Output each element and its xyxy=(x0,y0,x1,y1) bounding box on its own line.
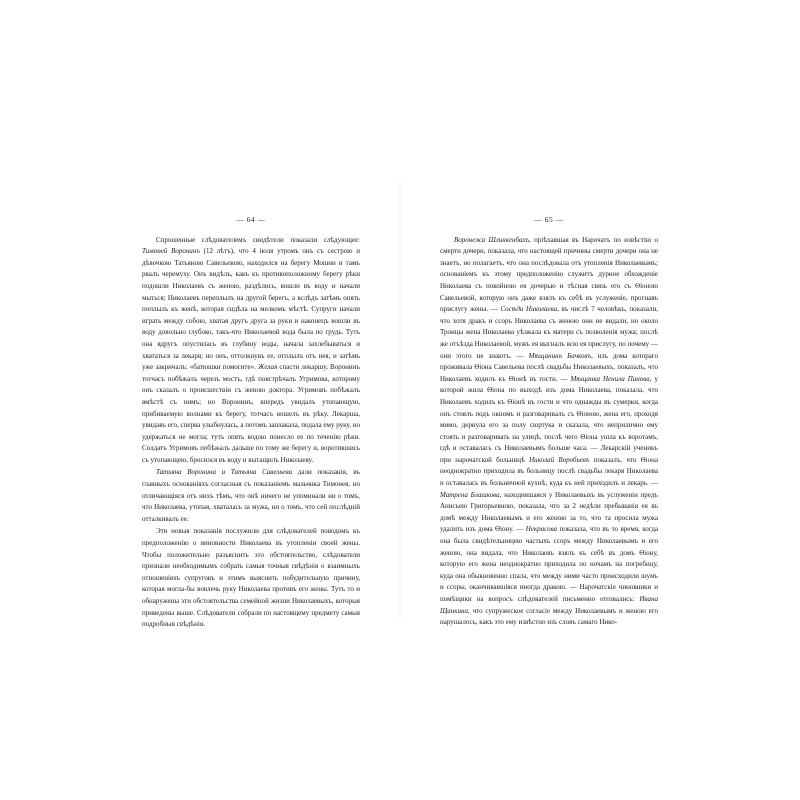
text-run: , въ числѣ 7 человѣкъ, показали, что хотя дракъ и ссоръ Николаева съ женою они не видали, но около Троицы жена Николаева уѣзжала къ матери съ позволенія мужа; послѣ же отъѣзда Николаевой, мужъ ея выгналъ всю ея прислугу, по почему — они этого не знаютъ. — xyxy=(440,305,658,360)
text-run: показалъ, что Ѳіона неоднократно приходила въ больницу послѣ свадьбы лекаря Николаева и оставалась въ больничной кухнѣ, куда къ ней приходилъ и лекарь. — xyxy=(440,455,658,488)
italic-name: Желая xyxy=(257,363,278,372)
page-body xyxy=(142,235,360,631)
page-number: — 65 — xyxy=(534,215,564,224)
italic-name: Николай Воробьевъ xyxy=(529,455,590,464)
italic-name: Ивана Щанкина xyxy=(440,595,658,615)
text-run: , у которой жила Ѳіона по выходѣ изъ дома Николаева, показала, что Николаевъ ходилъ къ Ѳіонѣ въ гости и что однажды въ сумерки, когда онъ стоялъ подъ окномъ и разговаривалъ съ Ѳіоною, жена его, проходя мимо, дернула его за полу сюртука и сказала, что неприлично ему стоять и разговаривать на улицѣ, послѣ чего Ѳіона ушла къ воротамъ, гдѣ и оставалась съ Николаевымъ больше часа. — Лекарскій ученикъ при нарочатской больницѣ xyxy=(440,374,659,464)
text-run: , находившаяся у Николаевыхъ въ услуженіи предъ Анисьею Григорьевною, показала, что за 2 недѣли пребыванія ея въ домѣ между Николаевымъ и его женою за то, что та просила мужа удалить изъ дома Ѳіону. — xyxy=(440,490,659,534)
text-run: показала, что въ то время, когда она была свидѣтельницею частыхъ ссоръ между Николаевымъ и его женою, она видала, что Николаевъ взялъ къ себѣ въ домъ Ѳіону, которую его жена неоднократно приходила по ночамъ на погребицу, куда она обыкновенно спала, что между ними часто происходили шумъ и ссоры, оканчивавшіяся иногда дракою. — Нарочатскіе чиновники и помѣщики на вопросъ слѣдователей письменно отозвались: xyxy=(440,525,658,603)
paragraph xyxy=(142,526,360,630)
italic-name: Татьяна Воронина и Татьяна Савельева xyxy=(156,468,293,477)
page-gutter xyxy=(399,180,401,620)
paragraph xyxy=(142,235,360,467)
italic-name: Мѣщанинъ Бачковъ xyxy=(528,351,592,360)
italic-name: Мѣщанка Ненила Панова xyxy=(570,374,650,383)
italic-name: Тимоѳей Воронинъ xyxy=(142,247,200,256)
text-run: (12 лѣтъ), что 4 іюля утромъ онъ съ сестрою и дѣвочкою Татьяною Савельевою, находился на берегу Мошни и тамъ рвалъ черемуху. Онъ видѣлъ, какъ къ противоположному берегу рѣки подошли Николаевъ съ женою, раздѣлись, вошли въ воду и начали мыться; Николаевъ переплылъ на другой берегъ, а вслѣдъ затѣмъ опять поплылъ къ женѣ, которая сидѣла на мелкомъ мѣстѣ. Супруги начали играть между собою, хватая другъ друга за руки и наконецъ вошли въ воду довольно глубоко, такъ-что Николаевой вода была по грудь. Тутъ она вдругъ опустилась въ глубину воды, начала захлебываться и хвататься за лекаря; но онъ, оттолкнувъ ее, отплылъ отъ нея, и затѣмъ уже закричалъ: «батюшки помогите». xyxy=(142,247,360,372)
italic-name: Воронежа Шлинкенбахъ xyxy=(454,235,530,244)
page-body xyxy=(440,235,658,629)
text-run: Эти новыя показанія послужили для слѣдователей поводомъ къ предположенію о виновности Николаева въ утопленіи своей жены. Чтобы положительно разъяснить это обстоятельство, слѣдователи признали необходимымъ собрать самыя точныя свѣдѣнія о взаимныхъ отношеніяхъ супруговъ и этимъ выяснить побудительную причину, которая могла-бы вовлечь руку Николаева противъ его жены. Тутъ то и обнаружены эти обстоятельства семейной жизни Николаевыхъ, которыя приведены выше. Слѣдователи собрали по настоящему предмету самыя подробныя свѣдѣнія. xyxy=(142,527,360,629)
italic-name: Некрасова xyxy=(525,525,558,534)
paragraph xyxy=(440,235,658,629)
page-left xyxy=(142,214,360,631)
italic-name: Сосѣди Николаева xyxy=(500,305,558,314)
text-run: дали показанія, въ главныхъ основаніяхъ согласныя съ показаніемъ мальчика Тимоѳея, но отличающіяся отъ нихъ тѣмъ, что онѣ ничего не упоминали ни о томъ, что Николаева, утопая, хваталась за мужа, ни о томъ, что сей послѣдній отталкивалъ ее. xyxy=(142,468,360,523)
italic-name: Матрена Блашкова xyxy=(440,490,500,499)
text-run: Спрошенные слѣдователемъ свидѣтели показали слѣдующее: xyxy=(156,235,360,244)
text-run: спасти лекаршу, Воронинъ тотчасъ побѣжалъ черезъ мостъ, гдѣ повстрѣчалъ Угримова, которому онъ сказалъ о происшествіи съ женою доктора. Угримовъ побѣжалъ вмѣстѣ съ нимъ; но Воронинъ, впередъ увидалъ утопающую, прибиваемую волнами къ берегу, тотчасъ вошелъ въ рѣку. Лекарша, увидавъ его, сперва улыбнулась, а потомъ заплакала, подала ему руку, но удержаться не могла; тутъ опять водою понесло ее по теченію рѣки. Солдатъ Угримовъ побѣжалъ дальше по тому же берегу и, воротившись съ утопающею, бросился въ воду и вытащилъ Николаеву. xyxy=(142,363,360,464)
text-run: , что супружеское согласіе между Николаевымъ и женою его нарушалось, какъ это ему извѣстно изъ словъ самаго Нико- xyxy=(440,606,658,627)
page-number: — 64 — xyxy=(236,215,266,224)
text-run: , пріѣхавшая въ Нарочатъ по извѣстію о смерти дочери, показала, что настоящей причины смерти дочери она не знаетъ, но полагаетъ, что она послѣдовала отъ утопленія Николаевымъ; основаніемъ къ этому предположенію служитъ дурное обхожденіе Николаева съ покойною ея дочерью и тѣсная связь его съ Ѳіоною Савельевой, которую онъ даже взялъ къ себѣ въ услуженіе, прогнавъ прислугу жены. — xyxy=(440,235,658,314)
page-right xyxy=(440,214,658,629)
text-run: , изъ дома котораго проживала Ѳіона Савельева послѣ свадьбы Николаевыхъ, показалъ, что Николаевъ ходилъ къ Ѳіонѣ въ гости. — xyxy=(440,351,659,383)
paragraph xyxy=(142,467,360,525)
